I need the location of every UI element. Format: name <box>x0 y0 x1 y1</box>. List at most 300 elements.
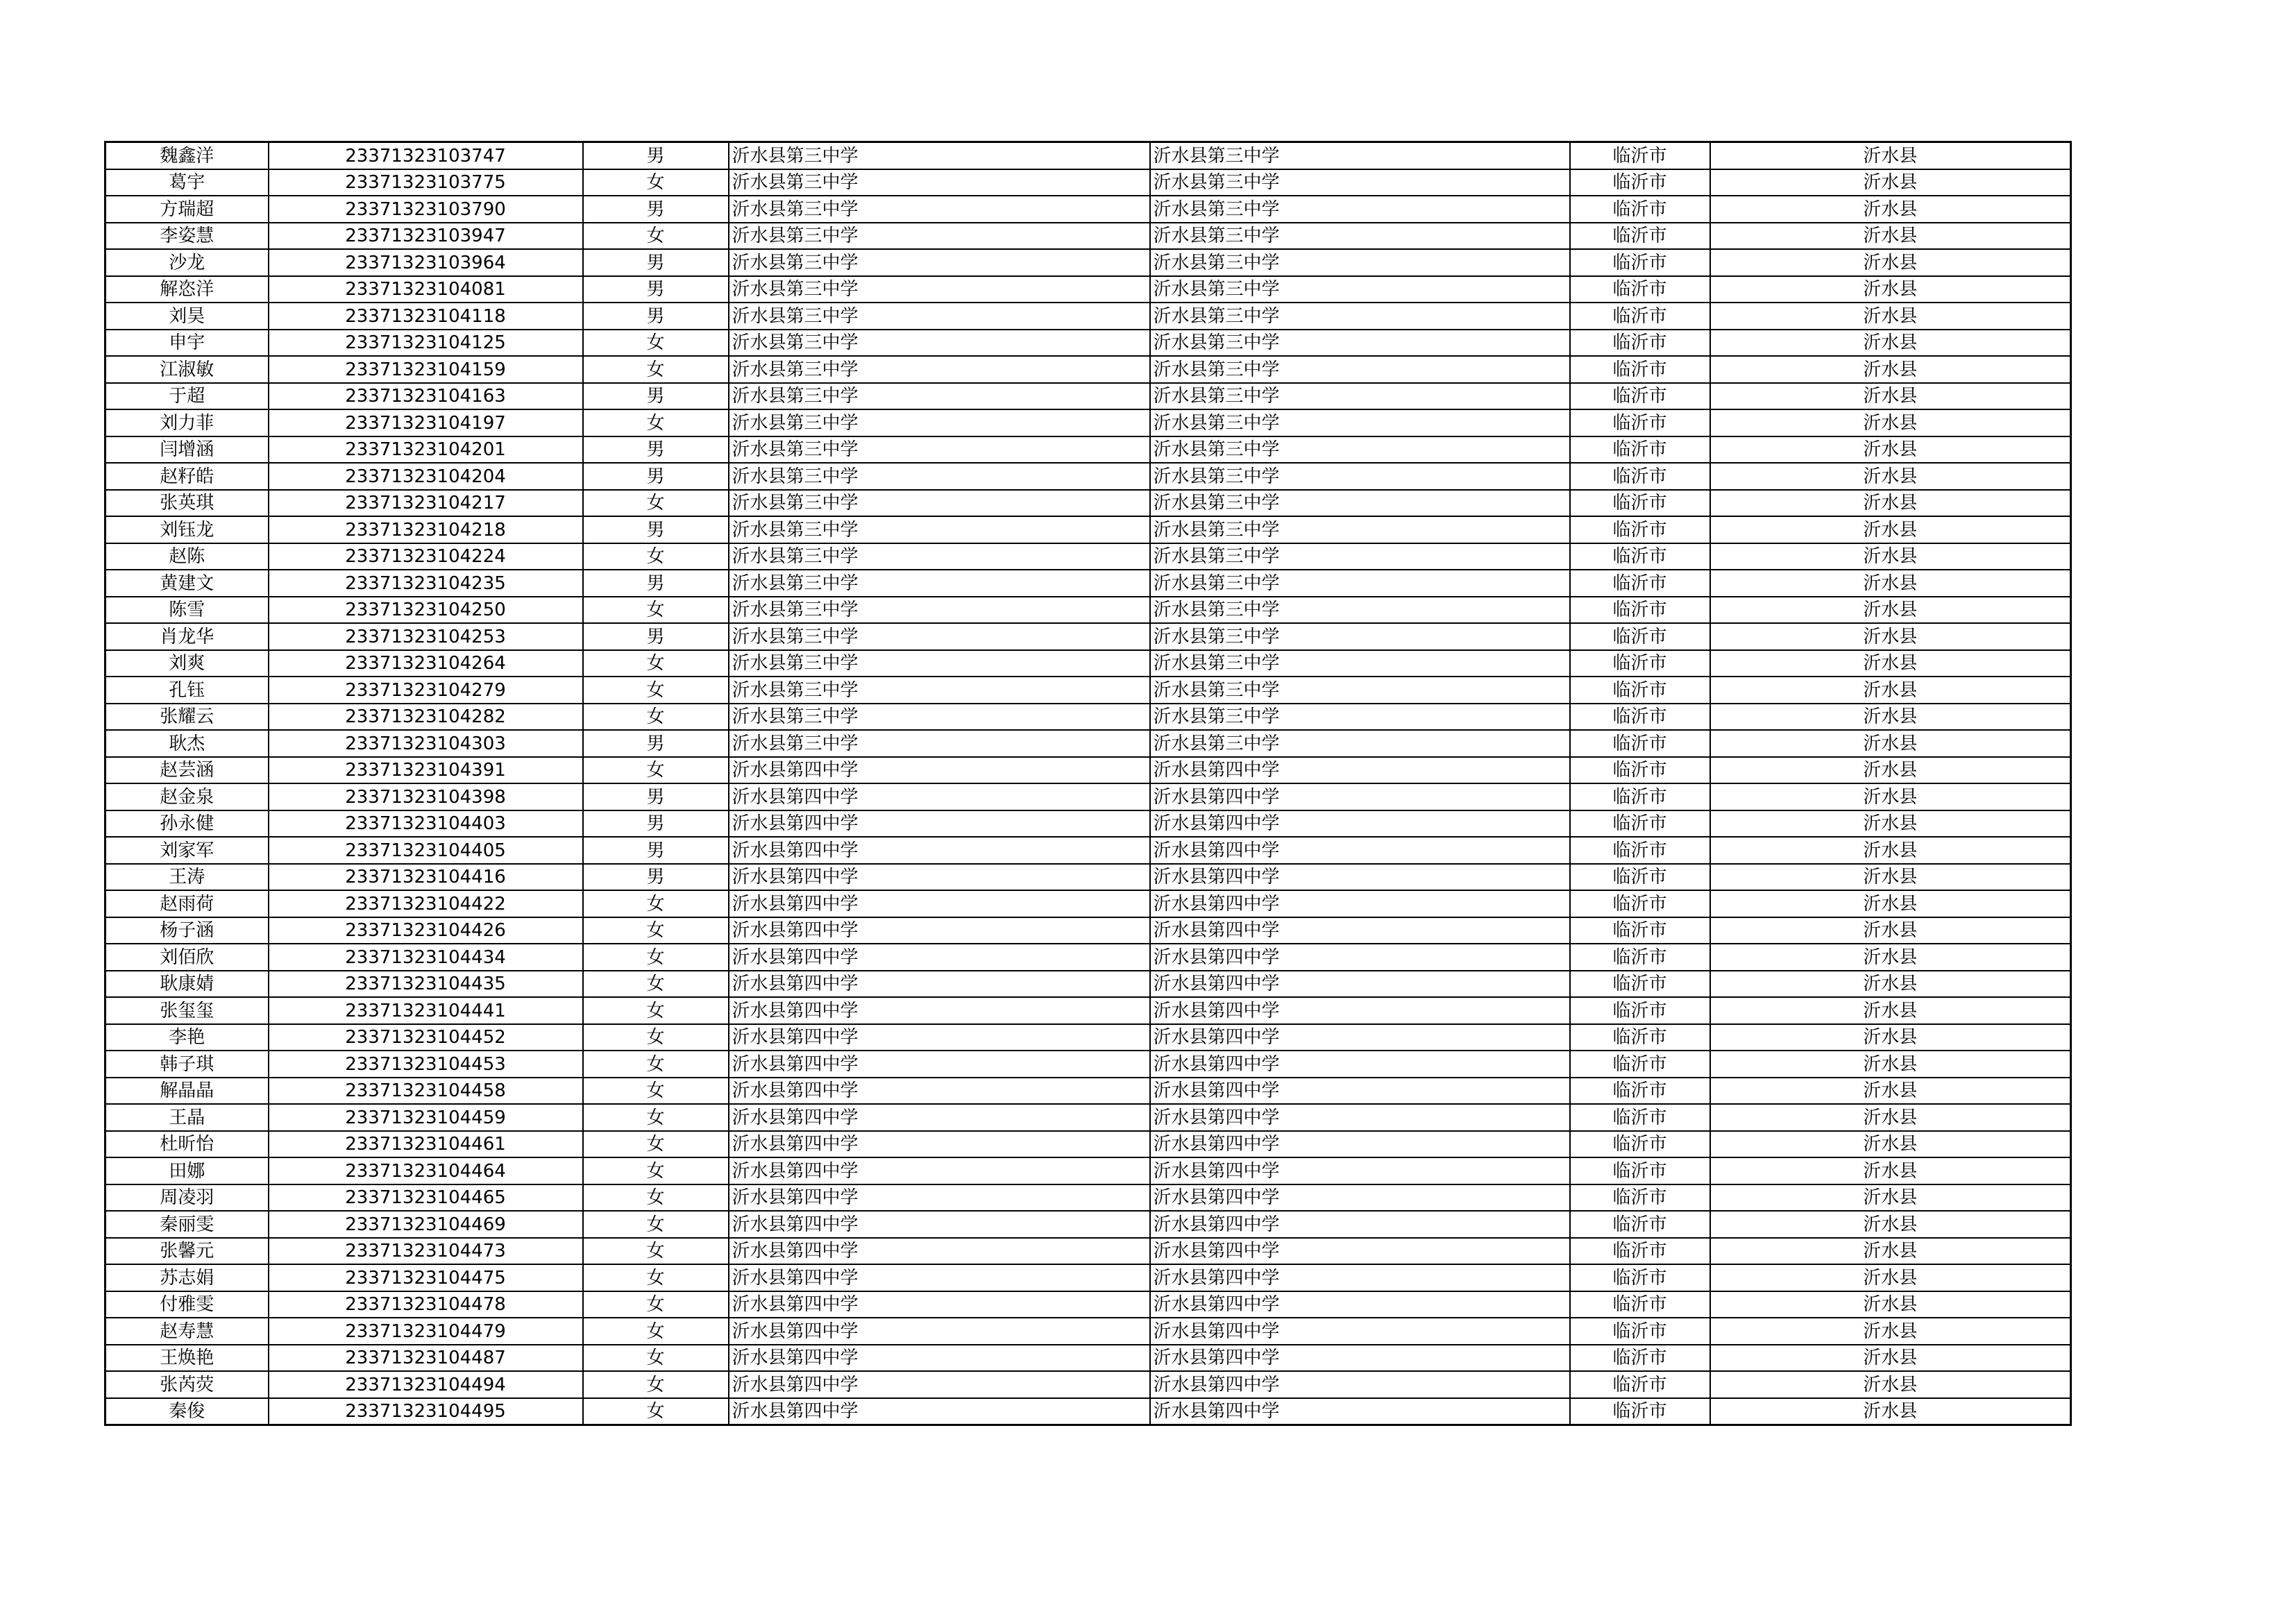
exam-id-cell: 23371323103747 <box>269 142 583 169</box>
exam-id-cell: 23371323103790 <box>269 196 583 223</box>
table-row <box>105 650 2071 677</box>
county-cell: 沂水县 <box>1710 783 2071 810</box>
city-cell: 临沂市 <box>1570 223 1710 250</box>
gender-cell: 女 <box>583 917 729 944</box>
city-cell: 临沂市 <box>1570 1104 1710 1131</box>
school-cell: 沂水县第四中学 <box>729 810 1150 838</box>
school-cell: 沂水县第三中学 <box>729 196 1150 223</box>
exam-site-cell: 沂水县第四中学 <box>1150 1291 1570 1318</box>
table-row <box>105 1024 2071 1051</box>
exam-site-cell: 沂水县第四中学 <box>1150 1051 1570 1078</box>
city-cell: 临沂市 <box>1570 971 1710 998</box>
name-cell: 肖龙华 <box>105 623 269 650</box>
exam-site-cell: 沂水县第三中学 <box>1150 623 1570 650</box>
name-cell: 孙永健 <box>105 810 269 838</box>
table-row <box>105 196 2071 223</box>
exam-site-cell: 沂水县第三中学 <box>1150 196 1570 223</box>
city-cell: 临沂市 <box>1570 650 1710 677</box>
school-cell: 沂水县第四中学 <box>729 837 1150 864</box>
exam-site-cell: 沂水县第四中学 <box>1150 1104 1570 1131</box>
gender-cell: 女 <box>583 1131 729 1158</box>
county-cell: 沂水县 <box>1710 303 2071 330</box>
exam-site-cell: 沂水县第四中学 <box>1150 1398 1570 1425</box>
gender-cell: 女 <box>583 1398 729 1425</box>
county-cell: 沂水县 <box>1710 1238 2071 1265</box>
school-cell: 沂水县第三中学 <box>729 650 1150 677</box>
school-cell: 沂水县第三中学 <box>729 169 1150 196</box>
county-cell: 沂水县 <box>1710 570 2071 597</box>
table-row <box>105 383 2071 410</box>
exam-id-cell: 23371323104201 <box>269 436 583 464</box>
school-cell: 沂水县第四中学 <box>729 917 1150 944</box>
county-cell: 沂水县 <box>1710 650 2071 677</box>
city-cell: 临沂市 <box>1570 249 1710 276</box>
name-cell: 闫增涵 <box>105 436 269 464</box>
exam-site-cell: 沂水县第四中学 <box>1150 757 1570 784</box>
county-cell: 沂水县 <box>1710 223 2071 250</box>
exam-id-cell: 23371323104217 <box>269 490 583 517</box>
gender-cell: 女 <box>583 1318 729 1345</box>
gender-cell: 男 <box>583 142 729 169</box>
city-cell: 临沂市 <box>1570 1345 1710 1372</box>
name-cell: 赵雨荷 <box>105 890 269 917</box>
exam-id-cell: 23371323104494 <box>269 1371 583 1398</box>
name-cell: 赵陈 <box>105 543 269 570</box>
name-cell: 赵芸涵 <box>105 757 269 784</box>
gender-cell: 女 <box>583 1345 729 1372</box>
exam-id-cell: 23371323104253 <box>269 623 583 650</box>
name-cell: 刘爽 <box>105 650 269 677</box>
exam-id-cell: 23371323104487 <box>269 1345 583 1372</box>
gender-cell: 女 <box>583 1184 729 1212</box>
city-cell: 临沂市 <box>1570 917 1710 944</box>
gender-cell: 女 <box>583 543 729 570</box>
county-cell: 沂水县 <box>1710 409 2071 436</box>
exam-site-cell: 沂水县第四中学 <box>1150 997 1570 1024</box>
school-cell: 沂水县第四中学 <box>729 997 1150 1024</box>
exam-id-cell: 23371323104453 <box>269 1051 583 1078</box>
exam-site-cell: 沂水县第四中学 <box>1150 1211 1570 1238</box>
county-cell: 沂水县 <box>1710 1157 2071 1184</box>
table-row <box>105 917 2071 944</box>
exam-id-cell: 23371323104224 <box>269 543 583 570</box>
exam-site-cell: 沂水县第三中学 <box>1150 142 1570 169</box>
gender-cell: 女 <box>583 356 729 383</box>
student-table <box>104 141 2072 1426</box>
name-cell: 张英琪 <box>105 490 269 517</box>
name-cell: 刘昊 <box>105 303 269 330</box>
exam-site-cell: 沂水县第四中学 <box>1150 1078 1570 1105</box>
gender-cell: 男 <box>583 623 729 650</box>
school-cell: 沂水县第三中学 <box>729 516 1150 543</box>
county-cell: 沂水县 <box>1710 810 2071 838</box>
city-cell: 临沂市 <box>1570 1078 1710 1105</box>
gender-cell: 女 <box>583 1157 729 1184</box>
school-cell: 沂水县第三中学 <box>729 490 1150 517</box>
table-row <box>105 971 2071 998</box>
exam-id-cell: 23371323104416 <box>269 864 583 891</box>
school-cell: 沂水县第三中学 <box>729 409 1150 436</box>
county-cell: 沂水县 <box>1710 276 2071 303</box>
name-cell: 张芮荧 <box>105 1371 269 1398</box>
school-cell: 沂水县第四中学 <box>729 1078 1150 1105</box>
school-cell: 沂水县第四中学 <box>729 1184 1150 1212</box>
table-row <box>105 1078 2071 1105</box>
gender-cell: 女 <box>583 1238 729 1265</box>
table-row <box>105 783 2071 810</box>
gender-cell: 男 <box>583 463 729 490</box>
exam-site-cell: 沂水县第三中学 <box>1150 650 1570 677</box>
school-cell: 沂水县第三中学 <box>729 730 1150 757</box>
city-cell: 临沂市 <box>1570 1238 1710 1265</box>
county-cell: 沂水县 <box>1710 1184 2071 1212</box>
exam-id-cell: 23371323104465 <box>269 1184 583 1212</box>
table-row <box>105 623 2071 650</box>
city-cell: 临沂市 <box>1570 597 1710 624</box>
table-row <box>105 436 2071 464</box>
table-row <box>105 864 2071 891</box>
name-cell: 刘佰欣 <box>105 944 269 971</box>
school-cell: 沂水县第四中学 <box>729 890 1150 917</box>
school-cell: 沂水县第三中学 <box>729 677 1150 704</box>
city-cell: 临沂市 <box>1570 463 1710 490</box>
exam-site-cell: 沂水县第四中学 <box>1150 1157 1570 1184</box>
name-cell: 田娜 <box>105 1157 269 1184</box>
table-row <box>105 516 2071 543</box>
school-cell: 沂水县第四中学 <box>729 1345 1150 1372</box>
exam-id-cell: 23371323104204 <box>269 463 583 490</box>
exam-site-cell: 沂水县第四中学 <box>1150 810 1570 838</box>
county-cell: 沂水县 <box>1710 1024 2071 1051</box>
exam-id-cell: 23371323104461 <box>269 1131 583 1158</box>
table-row <box>105 330 2071 357</box>
school-cell: 沂水县第三中学 <box>729 356 1150 383</box>
exam-id-cell: 23371323104391 <box>269 757 583 784</box>
gender-cell: 男 <box>583 276 729 303</box>
county-cell: 沂水县 <box>1710 890 2071 917</box>
school-cell: 沂水县第四中学 <box>729 1291 1150 1318</box>
table-row <box>105 997 2071 1024</box>
table-row <box>105 223 2071 250</box>
exam-id-cell: 23371323104218 <box>269 516 583 543</box>
name-cell: 张耀云 <box>105 704 269 731</box>
table-row <box>105 704 2071 731</box>
name-cell: 苏志娟 <box>105 1264 269 1291</box>
exam-id-cell: 23371323104081 <box>269 276 583 303</box>
school-cell: 沂水县第四中学 <box>729 864 1150 891</box>
exam-site-cell: 沂水县第三中学 <box>1150 276 1570 303</box>
county-cell: 沂水县 <box>1710 1264 2071 1291</box>
city-cell: 临沂市 <box>1570 490 1710 517</box>
exam-site-cell: 沂水县第三中学 <box>1150 356 1570 383</box>
table-body <box>105 142 2071 1425</box>
county-cell: 沂水县 <box>1710 1078 2071 1105</box>
exam-site-cell: 沂水县第三中学 <box>1150 223 1570 250</box>
city-cell: 临沂市 <box>1570 1131 1710 1158</box>
name-cell: 王焕艳 <box>105 1345 269 1372</box>
table-row <box>105 463 2071 490</box>
gender-cell: 女 <box>583 997 729 1024</box>
exam-site-cell: 沂水县第三中学 <box>1150 677 1570 704</box>
name-cell: 李姿慧 <box>105 223 269 250</box>
exam-id-cell: 23371323104458 <box>269 1078 583 1105</box>
city-cell: 临沂市 <box>1570 837 1710 864</box>
county-cell: 沂水县 <box>1710 1318 2071 1345</box>
gender-cell: 女 <box>583 1104 729 1131</box>
gender-cell: 女 <box>583 1291 729 1318</box>
exam-site-cell: 沂水县第四中学 <box>1150 1238 1570 1265</box>
name-cell: 张馨元 <box>105 1238 269 1265</box>
city-cell: 临沂市 <box>1570 944 1710 971</box>
table-row <box>105 677 2071 704</box>
exam-id-cell: 23371323104279 <box>269 677 583 704</box>
exam-id-cell: 23371323104478 <box>269 1291 583 1318</box>
exam-site-cell: 沂水县第三中学 <box>1150 490 1570 517</box>
county-cell: 沂水县 <box>1710 1398 2071 1425</box>
city-cell: 临沂市 <box>1570 543 1710 570</box>
school-cell: 沂水县第三中学 <box>729 436 1150 464</box>
exam-site-cell: 沂水县第三中学 <box>1150 463 1570 490</box>
exam-site-cell: 沂水县第四中学 <box>1150 890 1570 917</box>
school-cell: 沂水县第四中学 <box>729 1211 1150 1238</box>
exam-site-cell: 沂水县第四中学 <box>1150 1371 1570 1398</box>
county-cell: 沂水县 <box>1710 971 2071 998</box>
gender-cell: 男 <box>583 383 729 410</box>
county-cell: 沂水县 <box>1710 864 2071 891</box>
table-row <box>105 597 2071 624</box>
county-cell: 沂水县 <box>1710 623 2071 650</box>
table-row <box>105 1157 2071 1184</box>
exam-site-cell: 沂水县第四中学 <box>1150 971 1570 998</box>
exam-site-cell: 沂水县第三中学 <box>1150 409 1570 436</box>
exam-site-cell: 沂水县第三中学 <box>1150 249 1570 276</box>
gender-cell: 男 <box>583 810 729 838</box>
school-cell: 沂水县第四中学 <box>729 1371 1150 1398</box>
gender-cell: 女 <box>583 490 729 517</box>
gender-cell: 女 <box>583 1078 729 1105</box>
table-row <box>105 1211 2071 1238</box>
county-cell: 沂水县 <box>1710 516 2071 543</box>
city-cell: 临沂市 <box>1570 1184 1710 1212</box>
city-cell: 临沂市 <box>1570 276 1710 303</box>
exam-id-cell: 23371323104250 <box>269 597 583 624</box>
exam-site-cell: 沂水县第四中学 <box>1150 783 1570 810</box>
exam-id-cell: 23371323104459 <box>269 1104 583 1131</box>
school-cell: 沂水县第三中学 <box>729 142 1150 169</box>
school-cell: 沂水县第四中学 <box>729 1318 1150 1345</box>
city-cell: 临沂市 <box>1570 783 1710 810</box>
table-row <box>105 1238 2071 1265</box>
city-cell: 临沂市 <box>1570 1398 1710 1425</box>
gender-cell: 女 <box>583 650 729 677</box>
exam-site-cell: 沂水县第三中学 <box>1150 543 1570 570</box>
name-cell: 赵寿慧 <box>105 1318 269 1345</box>
name-cell: 耿杰 <box>105 730 269 757</box>
name-cell: 孔钰 <box>105 677 269 704</box>
gender-cell: 女 <box>583 409 729 436</box>
county-cell: 沂水县 <box>1710 677 2071 704</box>
name-cell: 刘钰龙 <box>105 516 269 543</box>
table-row <box>105 169 2071 196</box>
gender-cell: 男 <box>583 837 729 864</box>
school-cell: 沂水县第三中学 <box>729 543 1150 570</box>
gender-cell: 女 <box>583 330 729 357</box>
name-cell: 韩子琪 <box>105 1051 269 1078</box>
table-row <box>105 1318 2071 1345</box>
name-cell: 秦丽雯 <box>105 1211 269 1238</box>
exam-site-cell: 沂水县第三中学 <box>1150 570 1570 597</box>
school-cell: 沂水县第三中学 <box>729 704 1150 731</box>
exam-site-cell: 沂水县第三中学 <box>1150 597 1570 624</box>
city-cell: 临沂市 <box>1570 169 1710 196</box>
county-cell: 沂水县 <box>1710 1371 2071 1398</box>
city-cell: 临沂市 <box>1570 810 1710 838</box>
city-cell: 临沂市 <box>1570 1291 1710 1318</box>
county-cell: 沂水县 <box>1710 196 2071 223</box>
county-cell: 沂水县 <box>1710 1211 2071 1238</box>
name-cell: 刘家军 <box>105 837 269 864</box>
gender-cell: 男 <box>583 516 729 543</box>
name-cell: 申宇 <box>105 330 269 357</box>
gender-cell: 男 <box>583 730 729 757</box>
gender-cell: 男 <box>583 249 729 276</box>
exam-id-cell: 23371323104197 <box>269 409 583 436</box>
school-cell: 沂水县第三中学 <box>729 303 1150 330</box>
county-cell: 沂水县 <box>1710 944 2071 971</box>
table-row <box>105 142 2071 169</box>
exam-site-cell: 沂水县第四中学 <box>1150 1345 1570 1372</box>
name-cell: 魏鑫洋 <box>105 142 269 169</box>
city-cell: 临沂市 <box>1570 864 1710 891</box>
city-cell: 临沂市 <box>1570 1051 1710 1078</box>
table-row <box>105 757 2071 784</box>
exam-id-cell: 23371323104235 <box>269 570 583 597</box>
city-cell: 临沂市 <box>1570 516 1710 543</box>
name-cell: 解晶晶 <box>105 1078 269 1105</box>
exam-id-cell: 23371323104422 <box>269 890 583 917</box>
city-cell: 临沂市 <box>1570 409 1710 436</box>
gender-cell: 女 <box>583 757 729 784</box>
school-cell: 沂水县第四中学 <box>729 1104 1150 1131</box>
name-cell: 杜昕怡 <box>105 1131 269 1158</box>
exam-site-cell: 沂水县第三中学 <box>1150 730 1570 757</box>
city-cell: 临沂市 <box>1570 570 1710 597</box>
gender-cell: 女 <box>583 1051 729 1078</box>
city-cell: 临沂市 <box>1570 1318 1710 1345</box>
exam-id-cell: 23371323104125 <box>269 330 583 357</box>
gender-cell: 男 <box>583 303 729 330</box>
exam-id-cell: 23371323104475 <box>269 1264 583 1291</box>
school-cell: 沂水县第三中学 <box>729 330 1150 357</box>
city-cell: 临沂市 <box>1570 303 1710 330</box>
county-cell: 沂水县 <box>1710 704 2071 731</box>
name-cell: 葛宇 <box>105 169 269 196</box>
name-cell: 秦俊 <box>105 1398 269 1425</box>
school-cell: 沂水县第四中学 <box>729 1131 1150 1158</box>
county-cell: 沂水县 <box>1710 330 2071 357</box>
gender-cell: 男 <box>583 436 729 464</box>
table-row <box>105 944 2071 971</box>
name-cell: 付雅雯 <box>105 1291 269 1318</box>
table-row <box>105 730 2071 757</box>
exam-site-cell: 沂水县第四中学 <box>1150 944 1570 971</box>
table-row <box>105 837 2071 864</box>
gender-cell: 女 <box>583 223 729 250</box>
city-cell: 临沂市 <box>1570 890 1710 917</box>
name-cell: 沙龙 <box>105 249 269 276</box>
table-row <box>105 490 2071 517</box>
city-cell: 临沂市 <box>1570 757 1710 784</box>
name-cell: 黄建文 <box>105 570 269 597</box>
table-row <box>105 1345 2071 1372</box>
county-cell: 沂水县 <box>1710 383 2071 410</box>
exam-id-cell: 23371323104159 <box>269 356 583 383</box>
county-cell: 沂水县 <box>1710 837 2071 864</box>
exam-site-cell: 沂水县第三中学 <box>1150 169 1570 196</box>
table-row <box>105 1051 2071 1078</box>
county-cell: 沂水县 <box>1710 169 2071 196</box>
exam-id-cell: 23371323103964 <box>269 249 583 276</box>
county-cell: 沂水县 <box>1710 1131 2071 1158</box>
school-cell: 沂水县第三中学 <box>729 223 1150 250</box>
gender-cell: 女 <box>583 1024 729 1051</box>
county-cell: 沂水县 <box>1710 597 2071 624</box>
name-cell: 赵籽皓 <box>105 463 269 490</box>
exam-id-cell: 23371323104441 <box>269 997 583 1024</box>
gender-cell: 男 <box>583 783 729 810</box>
county-cell: 沂水县 <box>1710 142 2071 169</box>
county-cell: 沂水县 <box>1710 917 2071 944</box>
exam-site-cell: 沂水县第四中学 <box>1150 1184 1570 1212</box>
exam-id-cell: 23371323104264 <box>269 650 583 677</box>
name-cell: 张玺玺 <box>105 997 269 1024</box>
gender-cell: 男 <box>583 570 729 597</box>
table-row <box>105 1104 2071 1131</box>
county-cell: 沂水县 <box>1710 1104 2071 1131</box>
table-row <box>105 543 2071 570</box>
gender-cell: 女 <box>583 169 729 196</box>
table-row <box>105 1264 2071 1291</box>
exam-id-cell: 23371323104479 <box>269 1318 583 1345</box>
school-cell: 沂水县第三中学 <box>729 276 1150 303</box>
table-row <box>105 1184 2071 1212</box>
exam-id-cell: 23371323104403 <box>269 810 583 838</box>
name-cell: 方瑞超 <box>105 196 269 223</box>
county-cell: 沂水县 <box>1710 1291 2071 1318</box>
table-row <box>105 810 2071 838</box>
school-cell: 沂水县第四中学 <box>729 971 1150 998</box>
city-cell: 临沂市 <box>1570 1024 1710 1051</box>
gender-cell: 女 <box>583 1371 729 1398</box>
gender-cell: 女 <box>583 890 729 917</box>
school-cell: 沂水县第三中学 <box>729 249 1150 276</box>
school-cell: 沂水县第三中学 <box>729 597 1150 624</box>
city-cell: 临沂市 <box>1570 196 1710 223</box>
name-cell: 王涛 <box>105 864 269 891</box>
city-cell: 临沂市 <box>1570 704 1710 731</box>
name-cell: 王晶 <box>105 1104 269 1131</box>
city-cell: 临沂市 <box>1570 623 1710 650</box>
table-row <box>105 249 2071 276</box>
exam-id-cell: 23371323104434 <box>269 944 583 971</box>
city-cell: 临沂市 <box>1570 1211 1710 1238</box>
city-cell: 临沂市 <box>1570 142 1710 169</box>
exam-site-cell: 沂水县第三中学 <box>1150 330 1570 357</box>
name-cell: 周凌羽 <box>105 1184 269 1212</box>
exam-id-cell: 23371323104495 <box>269 1398 583 1425</box>
exam-site-cell: 沂水县第四中学 <box>1150 1318 1570 1345</box>
gender-cell: 女 <box>583 971 729 998</box>
